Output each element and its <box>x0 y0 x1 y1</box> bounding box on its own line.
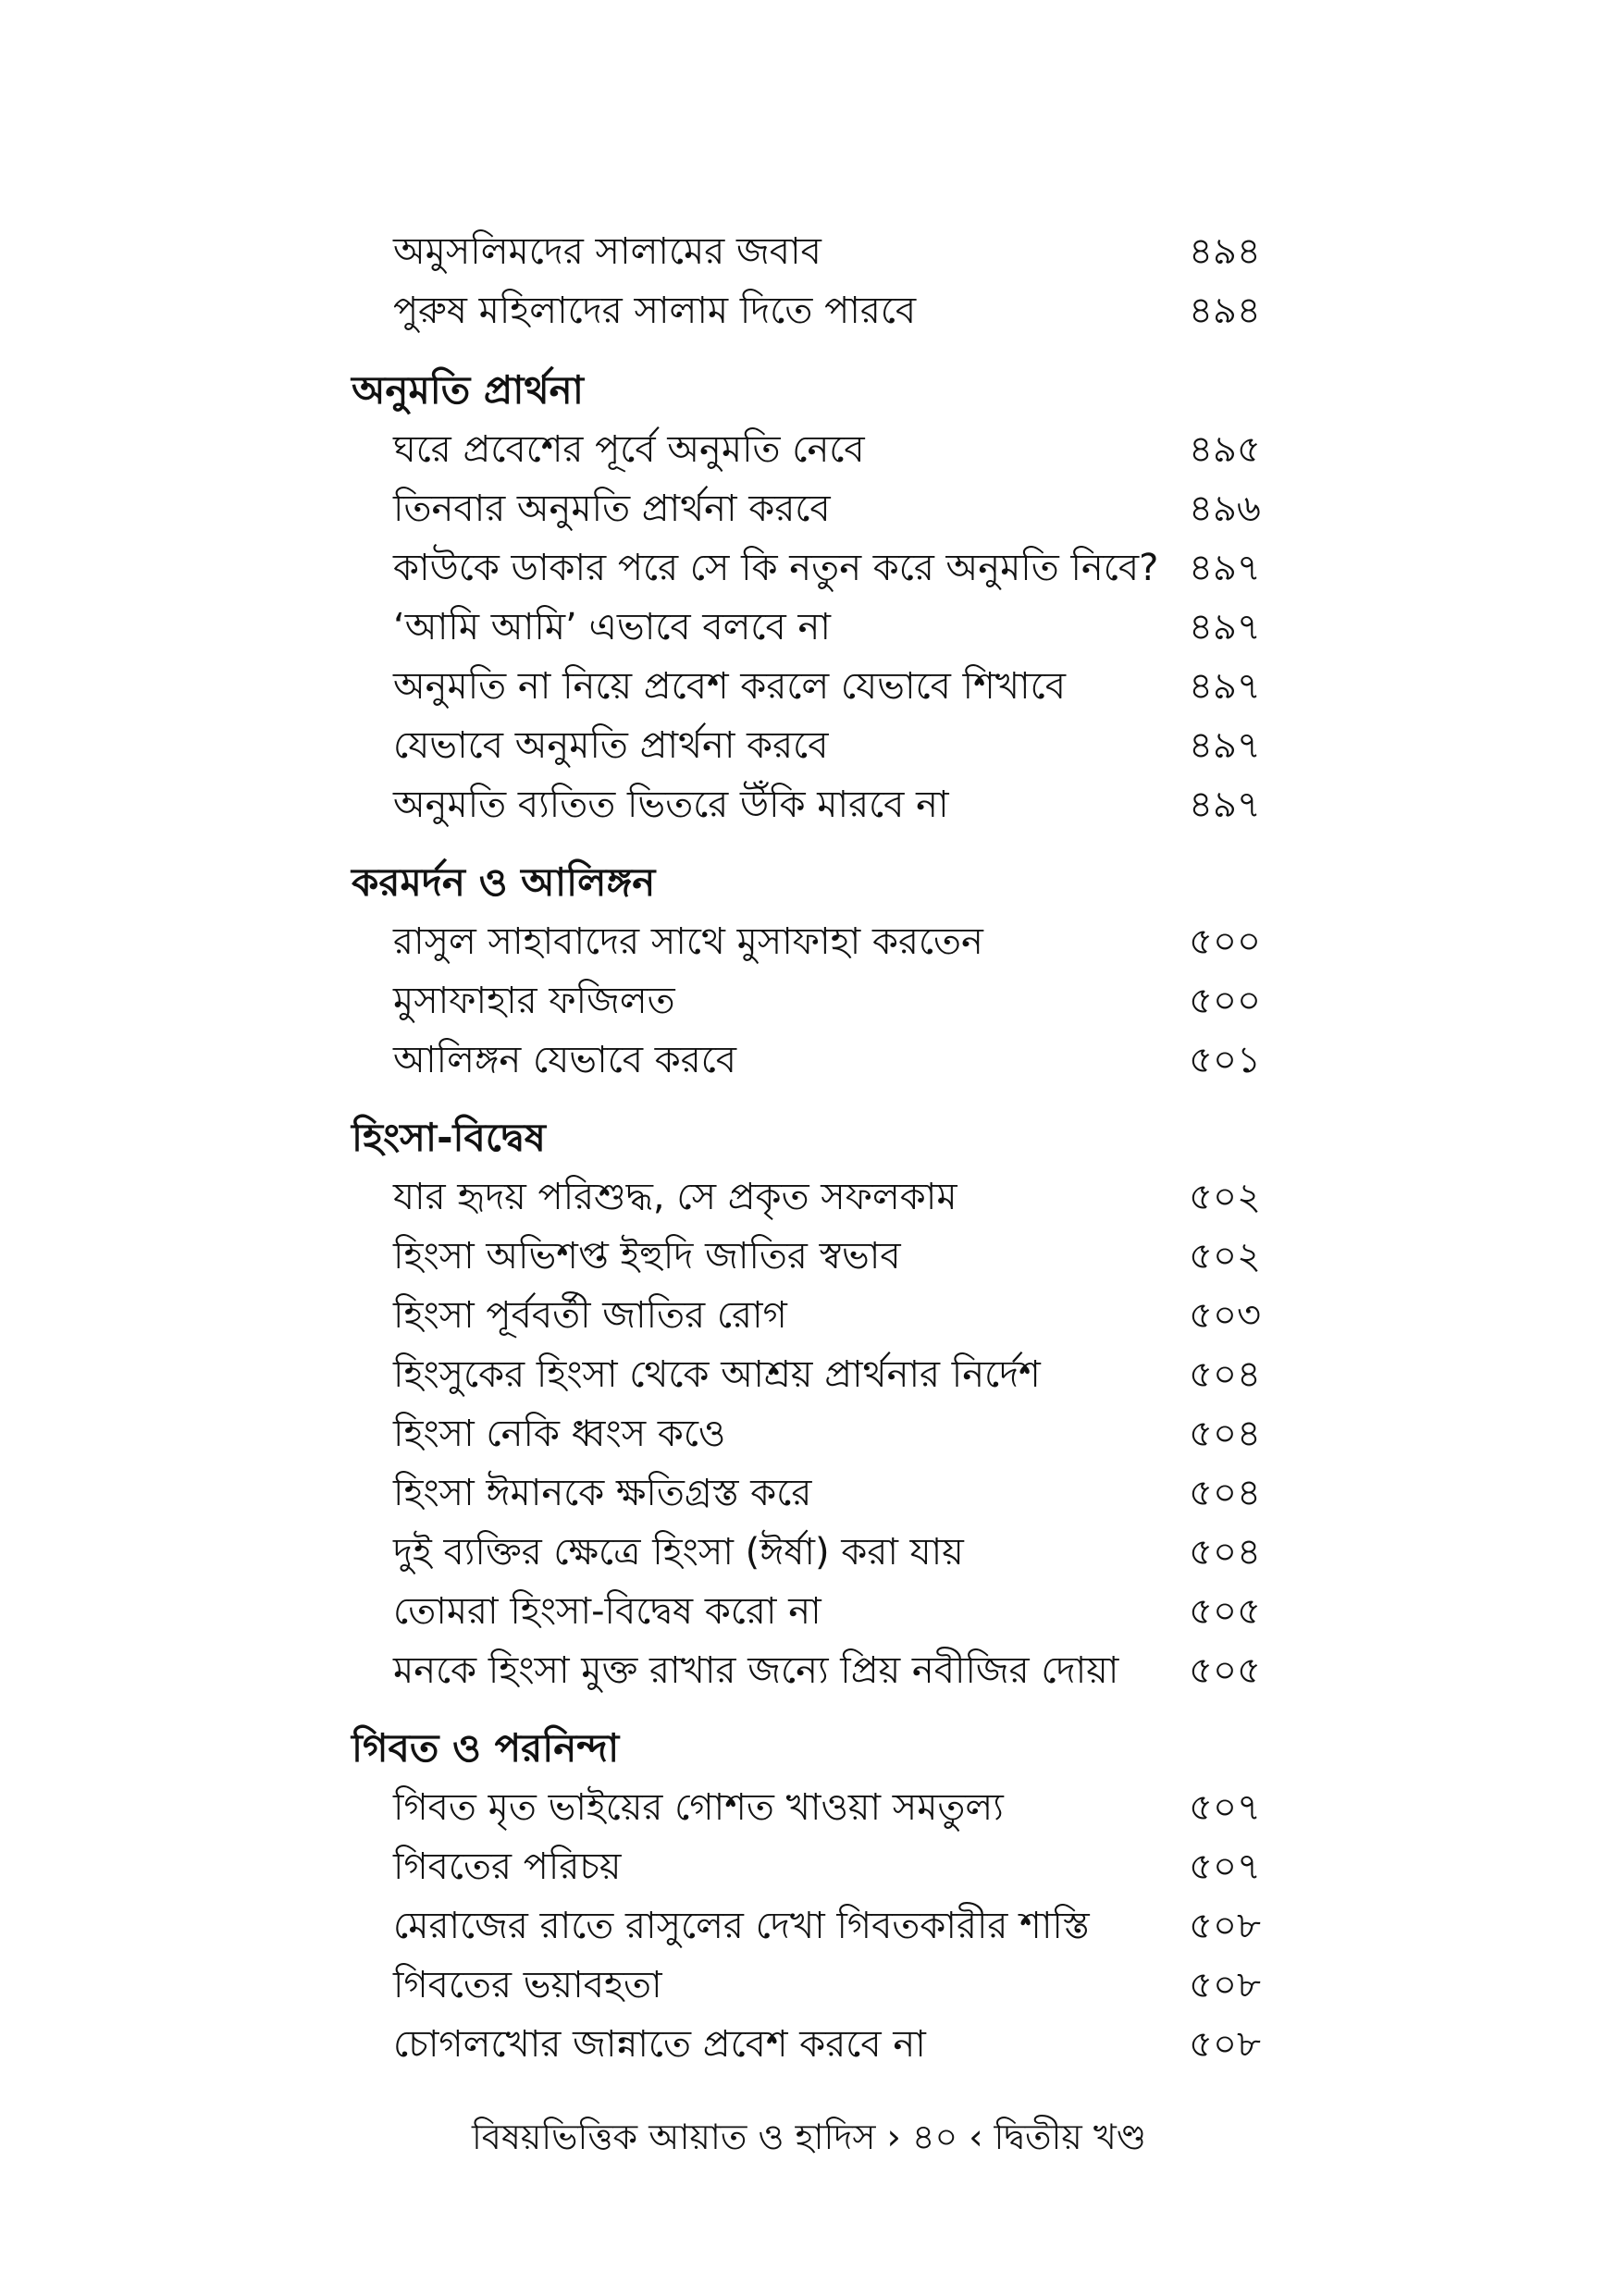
toc-entry-page: ৫০৮ <box>1189 2023 1261 2066</box>
toc-entry-title: রাসুল সাহাবাদের সাথে মুসাফাহা করতেন <box>393 920 983 963</box>
toc-entry-title: ‘আমি আমি’ এভাবে বলবে না <box>393 606 831 648</box>
toc-entry-title: যেভাবে অনুমতি প্রার্থনা করবে <box>393 724 829 767</box>
toc-entry[interactable] <box>393 281 1318 340</box>
toc-entry-page: ৫০৮ <box>1189 1905 1261 1947</box>
toc-entry-page: ৫০১ <box>1189 1039 1261 1081</box>
toc-entry-title: গিবতের ভয়াবহতা <box>393 1964 662 2006</box>
toc-entry-page: ৫০৪ <box>1189 1413 1261 1455</box>
toc-entry-page: ৪৯৪ <box>1189 290 1261 332</box>
toc-entry[interactable] <box>393 971 1318 1031</box>
toc-entry-title: অমুসলিমদের সালামের জবাব <box>393 230 821 273</box>
toc-entry[interactable] <box>393 1523 1318 1582</box>
toc-entry[interactable] <box>393 657 1318 716</box>
toc-entry[interactable] <box>393 1463 1318 1523</box>
toc-entry-title: পুরুষ মহিলাদের সালাম দিতে পারবে <box>393 290 917 332</box>
toc-entry-page: ৫০৫ <box>1189 1649 1261 1692</box>
toc-entry-page: ৫০০ <box>1189 920 1261 963</box>
toc-entry-title: হিংসুকের হিংসা থেকে আশ্রয় প্রার্থনার নির্দেশ <box>393 1353 1041 1396</box>
toc-entry[interactable] <box>393 598 1318 657</box>
toc-entry-page: ৪৯৫ <box>1189 428 1261 471</box>
toc-entry-page: ৪৯৭ <box>1189 665 1261 708</box>
toc-entry-title: হিংসা ঈমানকে ক্ষতিগ্রস্ত করে <box>393 1472 812 1514</box>
toc-entry-title: হিংসা অভিশপ্ত ইহুদি জাতির স্বভাব <box>393 1235 901 1278</box>
toc-entry[interactable] <box>393 479 1318 538</box>
toc-entry-title: তোমরা হিংসা-বিদ্বেষ করো না <box>393 1590 821 1633</box>
section-heading: হিংসা-বিদ্বেষ <box>352 1115 546 1160</box>
toc-entry[interactable] <box>393 1404 1318 1463</box>
toc-entry-page: ৪৯৭ <box>1189 724 1261 767</box>
toc-entry-title: হিংসা নেকি ধ্বংস কওে <box>393 1413 726 1455</box>
toc-entry-page: ৫০০ <box>1189 980 1261 1022</box>
toc-entry[interactable] <box>393 1167 1318 1227</box>
toc-entry-page: ৫০৫ <box>1189 1590 1261 1633</box>
toc-entry-title: কাউকে ডাকার পরে সে কি নতুন করে অনুমতি নিবে? <box>393 547 1159 589</box>
toc-entry-title: গিবতের পরিচয় <box>393 1845 622 1888</box>
toc-entry-page: ৪৯৭ <box>1189 547 1261 589</box>
section-heading: গিবত ও পরনিন্দা <box>352 1725 620 1771</box>
toc-entry[interactable] <box>393 1641 1318 1700</box>
toc-entry[interactable] <box>393 716 1318 775</box>
toc-entry-title: চোগলখোর জান্নাতে প্রবেশ করবে না <box>393 2023 926 2066</box>
toc-entry[interactable] <box>393 1286 1318 1345</box>
toc-entry-page: ৪৯৭ <box>1189 606 1261 648</box>
toc-entry[interactable] <box>393 538 1318 598</box>
toc-entry-page: ৪৯৭ <box>1189 784 1261 826</box>
toc-entry[interactable] <box>393 2015 1318 2074</box>
toc-entry-title: মুসাফাহার ফজিলত <box>393 980 675 1022</box>
toc-entry-title: তিনবার অনুমতি প্রার্থনা করবে <box>393 488 831 530</box>
toc-entry-page: ৫০৮ <box>1189 1964 1261 2006</box>
toc-entry-page: ৫০৪ <box>1189 1353 1261 1396</box>
toc-entry[interactable] <box>393 1778 1318 1837</box>
toc-entry-page: ৫০৭ <box>1189 1845 1261 1888</box>
toc-entry[interactable] <box>393 420 1318 479</box>
toc-entry-page: ৫০৪ <box>1189 1531 1261 1574</box>
toc-entry-page: ৫০৩ <box>1189 1294 1261 1337</box>
toc-entry[interactable] <box>393 1956 1318 2015</box>
toc-entry-title: অনুমতি না নিয়ে প্রবেশ করলে যেভাবে শিখাবে <box>393 665 1066 708</box>
toc-entry[interactable] <box>393 775 1318 834</box>
toc-entry-page: ৫০৭ <box>1189 1786 1261 1829</box>
section-heading: অনুমতি প্রার্থনা <box>352 367 584 413</box>
toc-entry[interactable] <box>393 912 1318 971</box>
toc-entry-title: মনকে হিংসা মুক্ত রাখার জন্যে প্রিয় নবীজির দোয়া <box>393 1649 1119 1692</box>
section-heading: করমর্দন ও আলিঙ্গন <box>352 859 656 905</box>
toc-entry[interactable] <box>393 1582 1318 1641</box>
toc-entry-title: আলিঙ্গন যেভাবে করবে <box>393 1039 737 1081</box>
page-footer: বিষয়ভিত্তিক আয়াত ও হাদিস › ৪০ ‹ দ্বিতীয় খণ্ড <box>471 2117 1147 2157</box>
toc-entry[interactable] <box>393 1837 1318 1896</box>
toc-entry[interactable] <box>393 1227 1318 1286</box>
toc-entry-title: মেরাজের রাতে রাসুলের দেখা গিবতকারীর শাস্তি <box>393 1905 1090 1947</box>
toc-entry-page: ৪৯৪ <box>1189 230 1261 273</box>
toc-entry-page: ৫০২ <box>1189 1235 1261 1278</box>
toc-entry[interactable] <box>393 1031 1318 1090</box>
toc-entry[interactable] <box>393 1345 1318 1404</box>
toc-entry-page: ৫০৪ <box>1189 1472 1261 1514</box>
toc-entry-title: যার হৃদয় পরিশুদ্ধ, সে প্রকৃত সফলকাম <box>393 1176 957 1218</box>
toc-entry-title: গিবত মৃত ভাইয়ের গোশত খাওয়া সমতুল্য <box>393 1786 1004 1829</box>
toc-entry-page: ৪৯৬ <box>1189 488 1261 530</box>
toc-entry-title: হিংসা পূর্ববর্তী জাতির রোগ <box>393 1294 787 1337</box>
toc-entry-title: ঘরে প্রবেশের পূর্বে অনুমতি নেবে <box>393 428 865 471</box>
toc-entry[interactable] <box>393 1896 1318 1956</box>
toc-entry-title: দুই ব্যক্তির ক্ষেত্রে হিংসা (ঈর্ষা) করা যায় <box>393 1531 964 1574</box>
toc-entry[interactable] <box>393 222 1318 281</box>
toc-entry-page: ৫০২ <box>1189 1176 1261 1218</box>
toc-entry-title: অনুমতি ব্যতিত ভিতরে উঁকি মারবে না <box>393 784 949 826</box>
